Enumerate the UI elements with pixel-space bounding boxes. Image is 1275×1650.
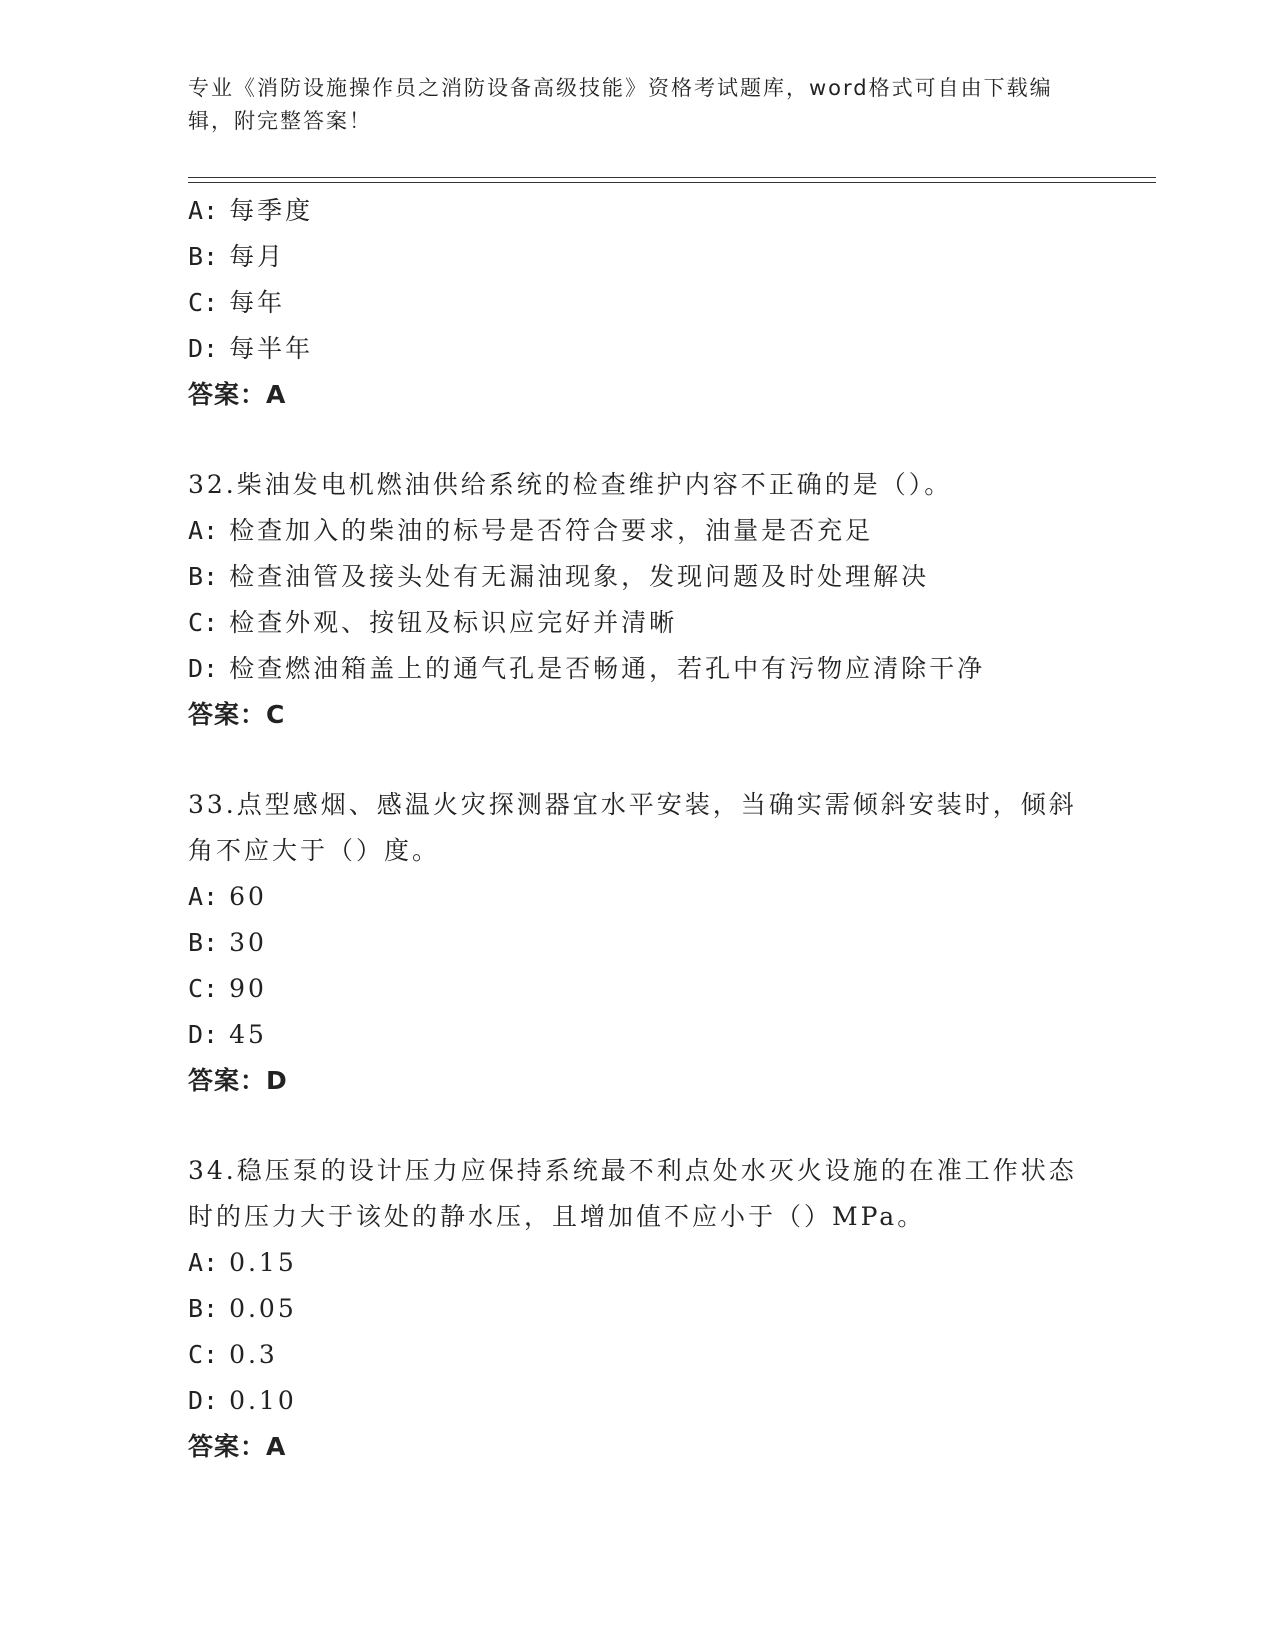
option-label: B:: [188, 928, 219, 957]
option-text: 45: [229, 1020, 267, 1049]
document-header: 专业《消防设施操作员之消防设备高级技能》资格考试题库，word格式可自由下载编辑，附完整答案！: [188, 76, 1053, 133]
question-32: [188, 462, 1088, 738]
answer: 答案：A: [188, 380, 287, 409]
option-text: 0.10: [229, 1386, 297, 1415]
question-31: [188, 188, 1088, 418]
option-label: D:: [188, 334, 219, 363]
question-34: [188, 1148, 1088, 1470]
question-stem: 33.点型感烟、感温火灾探测器宜水平安装，当确实需倾斜安装时，倾斜角不应大于（）度。: [188, 790, 1077, 865]
option-d: [188, 1012, 1088, 1058]
option-text: 检查油管及接头处有无漏油现象，发现问题及时处理解决: [229, 562, 930, 591]
option-text: 每月: [229, 242, 286, 271]
option-a: [188, 1240, 1088, 1286]
option-a: [188, 874, 1088, 920]
option-text: 检查燃油箱盖上的通气孔是否畅通，若孔中有污物应清除干净: [229, 654, 986, 683]
option-text: 30: [229, 928, 267, 957]
option-text: 每季度: [229, 196, 314, 225]
option-a: [188, 508, 1088, 554]
option-d: [188, 326, 1088, 372]
option-text: 每半年: [229, 334, 314, 363]
option-c: [188, 600, 1088, 646]
option-text: 0.3: [229, 1340, 278, 1369]
question-33: [188, 782, 1088, 1104]
option-d: [188, 1378, 1088, 1424]
option-c: [188, 1332, 1088, 1378]
option-label: B:: [188, 242, 219, 271]
option-b: [188, 1286, 1088, 1332]
option-label: B:: [188, 562, 219, 591]
option-label: C:: [188, 608, 219, 637]
option-label: D:: [188, 1020, 219, 1049]
option-text: 60: [229, 882, 267, 911]
answer: 答案：C: [188, 700, 286, 729]
option-text: 90: [229, 974, 267, 1003]
option-label: B:: [188, 1294, 219, 1323]
question-stem: 34.稳压泵的设计压力应保持系统最不利点处水灭火设施的在准工作状态时的压力大于该处的静水压，且增加值不应小于（）MPa。: [188, 1156, 1077, 1231]
option-b: [188, 920, 1088, 966]
option-c: [188, 966, 1088, 1012]
option-label: A:: [188, 882, 219, 911]
question-list: [188, 188, 1088, 1470]
question-stem: 32.柴油发电机燃油供给系统的检查维护内容不正确的是（）。: [188, 470, 953, 499]
option-label: C:: [188, 974, 219, 1003]
option-c: [188, 280, 1088, 326]
option-d: [188, 646, 1088, 692]
option-label: A:: [188, 196, 219, 225]
answer: 答案：A: [188, 1432, 287, 1461]
option-label: D:: [188, 1386, 219, 1415]
header-divider-bottom: [188, 182, 1156, 183]
answer: 答案：D: [188, 1066, 288, 1095]
option-text: 检查加入的柴油的标号是否符合要求，油量是否充足: [229, 516, 874, 545]
option-label: C:: [188, 1340, 219, 1369]
option-b: [188, 234, 1088, 280]
header-divider-top: [188, 177, 1156, 178]
option-label: D:: [188, 654, 219, 683]
option-label: C:: [188, 288, 219, 317]
option-text: 检查外观、按钮及标识应完好并清晰: [229, 608, 678, 637]
option-label: A:: [188, 516, 219, 545]
option-text: 0.05: [229, 1294, 297, 1323]
option-label: A:: [188, 1248, 219, 1277]
option-text: 0.15: [229, 1248, 297, 1277]
option-text: 每年: [229, 288, 286, 317]
option-b: [188, 554, 1088, 600]
option-a: [188, 188, 1088, 234]
